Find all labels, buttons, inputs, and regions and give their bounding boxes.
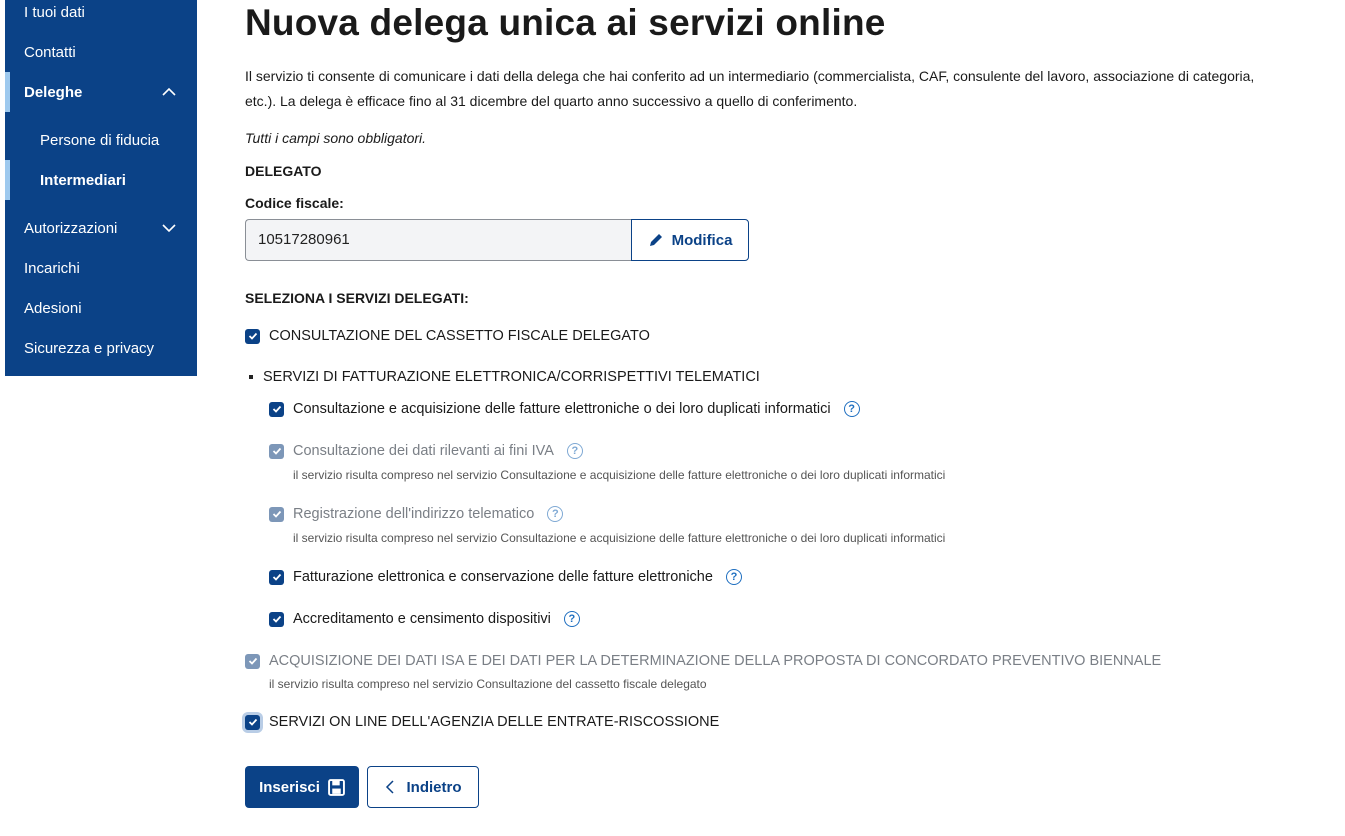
- checkbox-label: SERVIZI ON LINE DELL'AGENZIA DELLE ENTRATE-RISCOSSIONE: [269, 714, 720, 730]
- pencil-icon: [648, 232, 664, 248]
- checkbox-checked-icon[interactable]: [245, 715, 260, 730]
- help-icon[interactable]: ?: [564, 611, 580, 627]
- page-description: Il servizio ti consente di comunicare i dati della delega che hai conferito ad un intermediario (commercialista, CAF, consulente del lavoro, associazione di categoria, etc.). La delega è efficace fino al 31 dicembre del quarto anno successivo a quello di conferimento.: [245, 68, 1255, 109]
- checkbox-isa: [245, 653, 1161, 669]
- checkbox-label: Accreditamento e censimento dispositivi: [293, 611, 551, 627]
- codice-fiscale-label: Codice fiscale:: [245, 195, 344, 211]
- page-title: Nuova delega unica ai servizi online: [245, 2, 886, 43]
- included-note: il servizio risulta compreso nel servizio Consultazione e acquisizione delle fatture elettroniche o dei loro duplicati informatici: [293, 468, 946, 482]
- inserisci-label: Inserisci: [259, 778, 320, 796]
- checkbox-checked-icon[interactable]: [269, 570, 284, 585]
- bullet-icon: [249, 375, 253, 379]
- group-label: SERVIZI DI FATTURAZIONE ELETTRONICA/CORRISPETTIVI TELEMATICI: [263, 369, 760, 385]
- indietro-button[interactable]: [367, 766, 479, 808]
- modifica-label: Modifica: [671, 231, 733, 249]
- sidebar-item-label: Intermediari: [40, 171, 126, 189]
- fatturazione-group: [245, 369, 760, 385]
- sidebar-item-label: Adesioni: [24, 299, 82, 317]
- checkbox-fatturazione-conservazione[interactable]: [269, 569, 742, 585]
- sidebar-item-adesioni[interactable]: [5, 288, 197, 328]
- help-icon[interactable]: ?: [844, 401, 860, 417]
- checkbox-disabled-icon: [269, 507, 284, 522]
- checkbox-accreditamento[interactable]: [269, 611, 580, 627]
- sidebar-nav: [5, 0, 197, 376]
- checkbox-riscossione[interactable]: [245, 714, 719, 730]
- help-icon[interactable]: ?: [726, 569, 742, 585]
- inserisci-button[interactable]: [245, 766, 359, 808]
- required-note: Tutti i campi sono obbligatori.: [245, 130, 427, 146]
- modifica-button[interactable]: [631, 219, 749, 261]
- codice-fiscale-input[interactable]: 10517280961: [245, 219, 632, 261]
- checkbox-dati-iva: [269, 443, 583, 459]
- checkbox-disabled-icon: [245, 654, 260, 669]
- checkbox-label: ACQUISIZIONE DEI DATI ISA E DEI DATI PER LA DETERMINAZIONE DELLA PROPOSTA DI CONCORDATO PREVENTIVO BIENNALE: [269, 653, 1162, 669]
- sidebar-item-intermediari[interactable]: [5, 160, 197, 200]
- sidebar-item-incarichi[interactable]: [5, 248, 197, 288]
- help-icon[interactable]: ?: [547, 506, 563, 522]
- checkbox-disabled-icon: [269, 444, 284, 459]
- chevron-left-icon: [385, 780, 395, 794]
- checkbox-cassetto[interactable]: [245, 328, 650, 344]
- servizi-heading: SELEZIONA I SERVIZI DELEGATI:: [245, 290, 469, 306]
- checkbox-label: Registrazione dell'indirizzo telematico: [293, 506, 535, 522]
- sidebar-item-label: Persone di fiducia: [40, 131, 160, 149]
- checkbox-label: Fatturazione elettronica e conservazione delle fatture elettroniche: [293, 569, 713, 585]
- sidebar-item-label: Sicurezza e privacy: [24, 339, 155, 357]
- checkbox-checked-icon[interactable]: [269, 402, 284, 417]
- sidebar-item-label: I tuoi dati: [24, 3, 85, 21]
- sidebar-item-deleghe[interactable]: [5, 72, 197, 112]
- checkbox-consultazione-fatture[interactable]: [269, 401, 860, 417]
- checkbox-label: CONSULTAZIONE DEL CASSETTO FISCALE DELEGATO: [269, 328, 650, 344]
- sidebar-item-label: Deleghe: [24, 83, 83, 101]
- sidebar-item-contatti[interactable]: [5, 32, 197, 72]
- checkbox-label: Consultazione e acquisizione delle fatture elettroniche o dei loro duplicati informatici: [293, 401, 831, 417]
- chevron-up-icon: [161, 84, 177, 100]
- sidebar-item-persone-di-fiducia[interactable]: [5, 120, 197, 160]
- sidebar-item-label: Autorizzazioni: [24, 219, 118, 237]
- save-icon: [328, 779, 345, 796]
- checkbox-indirizzo-telematico: [269, 506, 563, 522]
- checkbox-checked-icon[interactable]: [269, 612, 284, 627]
- included-note: il servizio risulta compreso nel servizio Consultazione e acquisizione delle fatture elettroniche o dei loro duplicati informatici: [293, 531, 946, 545]
- help-icon[interactable]: ?: [567, 443, 583, 459]
- checkbox-label: Consultazione dei dati rilevanti ai fini IVA: [293, 443, 554, 459]
- indietro-label: Indietro: [406, 778, 462, 796]
- sidebar-item-autorizzazioni[interactable]: [5, 208, 197, 248]
- chevron-down-icon: [161, 220, 177, 236]
- checkbox-checked-icon[interactable]: [245, 329, 260, 344]
- sidebar-item-tuoi-dati[interactable]: [5, 0, 197, 32]
- included-note: il servizio risulta compreso nel servizio Consultazione del cassetto fiscale delegato: [269, 677, 707, 691]
- delegato-heading: DELEGATO: [245, 163, 322, 179]
- sidebar-item-label: Contatti: [24, 43, 76, 61]
- sidebar-item-sicurezza-privacy[interactable]: [5, 328, 197, 368]
- sidebar-item-label: Incarichi: [24, 259, 80, 277]
